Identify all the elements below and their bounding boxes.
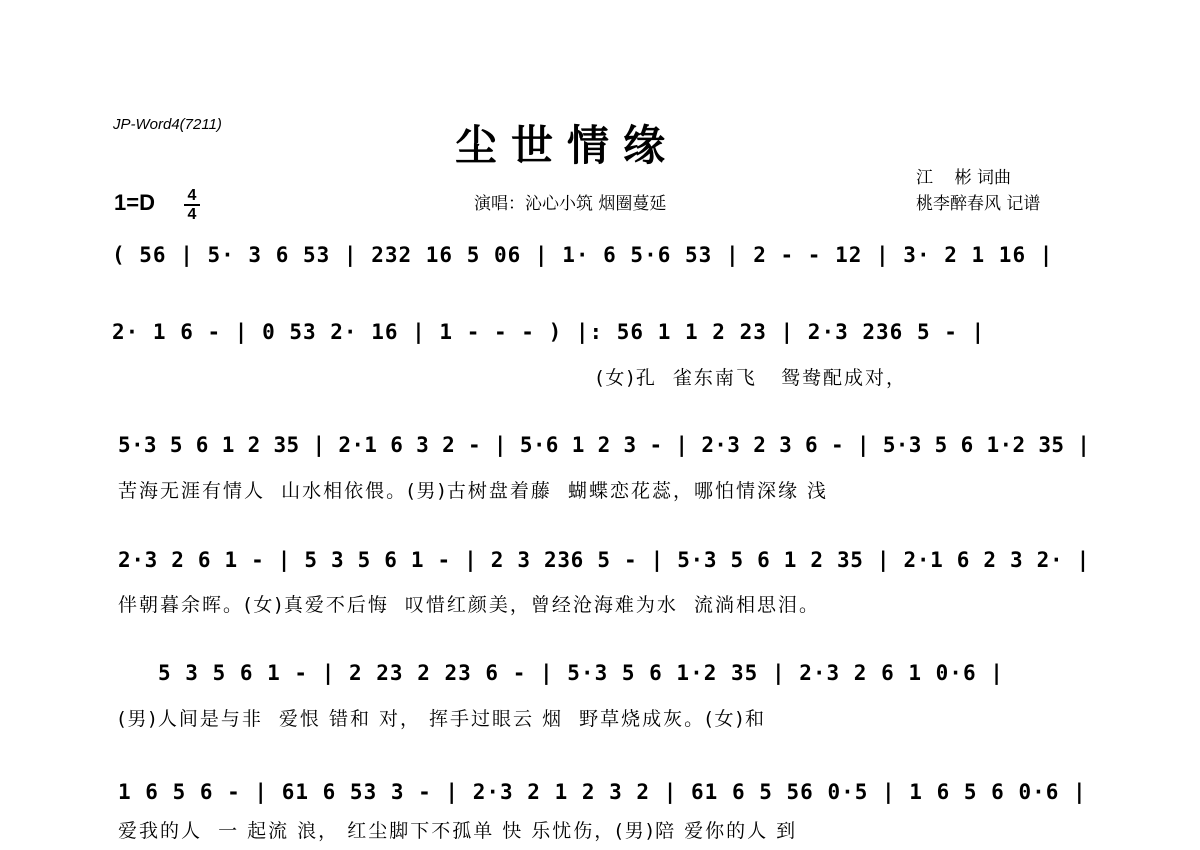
lyrics-row: 苦海无涯有情人 山水相依偎。(男)古树盘着藤 蝴蝶恋花蕊，哪怕情深缘 浅 <box>118 480 829 502</box>
notes-row: 2· 1 6 - | 0 53 2· 16 | 1 - - - ) |: 56 1 1 2 23 | 2·3 236 5 - | <box>112 320 986 344</box>
lyrics-row: (男)人间是与非 爱恨 错和 对， 挥手过眼云 烟 野草烧成灰。(女)和 <box>118 708 766 730</box>
transcriber: 桃李醉春风 记谱 <box>916 194 1041 214</box>
notes-row: 2·3 2 6 1 - | 5 3 5 6 1 - | 2 3 236 5 - | 5·3 5 6 1 2 35 | 2·1 6 2 3 2· | <box>118 548 1090 572</box>
software-label: JP-Word4(7211) <box>113 116 222 133</box>
key-signature: 1=D <box>114 190 155 215</box>
time-signature-top: 4 <box>187 187 197 204</box>
notes-row: 5·3 5 6 1 2 35 | 2·1 6 3 2 - | 5·6 1 2 3 - | 2·3 2 3 6 - | 5·3 5 6 1·2 35 | <box>118 433 1091 457</box>
lyrics-row: (女)孔 雀东南飞 鸳鸯配成对， <box>596 367 908 389</box>
lyrics-row: 爱我的人 一 起流 浪， 红尘脚下不孤单 快 乐忧伤，(男)陪 爱你的人 到 <box>118 820 798 842</box>
notes-row: 5 3 5 6 1 - | 2 23 2 23 6 - | 5·3 5 6 1·2 35 | 2·3 2 6 1 0·6 | <box>158 661 1004 685</box>
time-signature-bottom: 4 <box>187 206 197 223</box>
lyrics-row: 伴朝暮余晖。(女)真爱不后悔 叹惜红颜美，曾经沧海难为水 流淌相思泪。 <box>118 594 820 616</box>
notes-row: ( 56 | 5· 3 6 53 | 232 16 5 06 | 1· 6 5·6 53 | 2 - - 12 | 3· 2 1 16 | <box>112 243 1054 267</box>
time-signature <box>184 188 200 222</box>
lyricist-composer: 江 彬 词曲 <box>916 168 1012 188</box>
notes-row: 1 6 5 6 - | 61 6 53 3 - | 2·3 2 1 2 3 2 | 61 6 5 56 0·5 | 1 6 5 6 0·6 | <box>118 780 1087 804</box>
singers: 演唱：沁心小筑 烟圈蔓延 <box>474 194 667 214</box>
song-title: 尘世情缘 <box>455 121 680 170</box>
